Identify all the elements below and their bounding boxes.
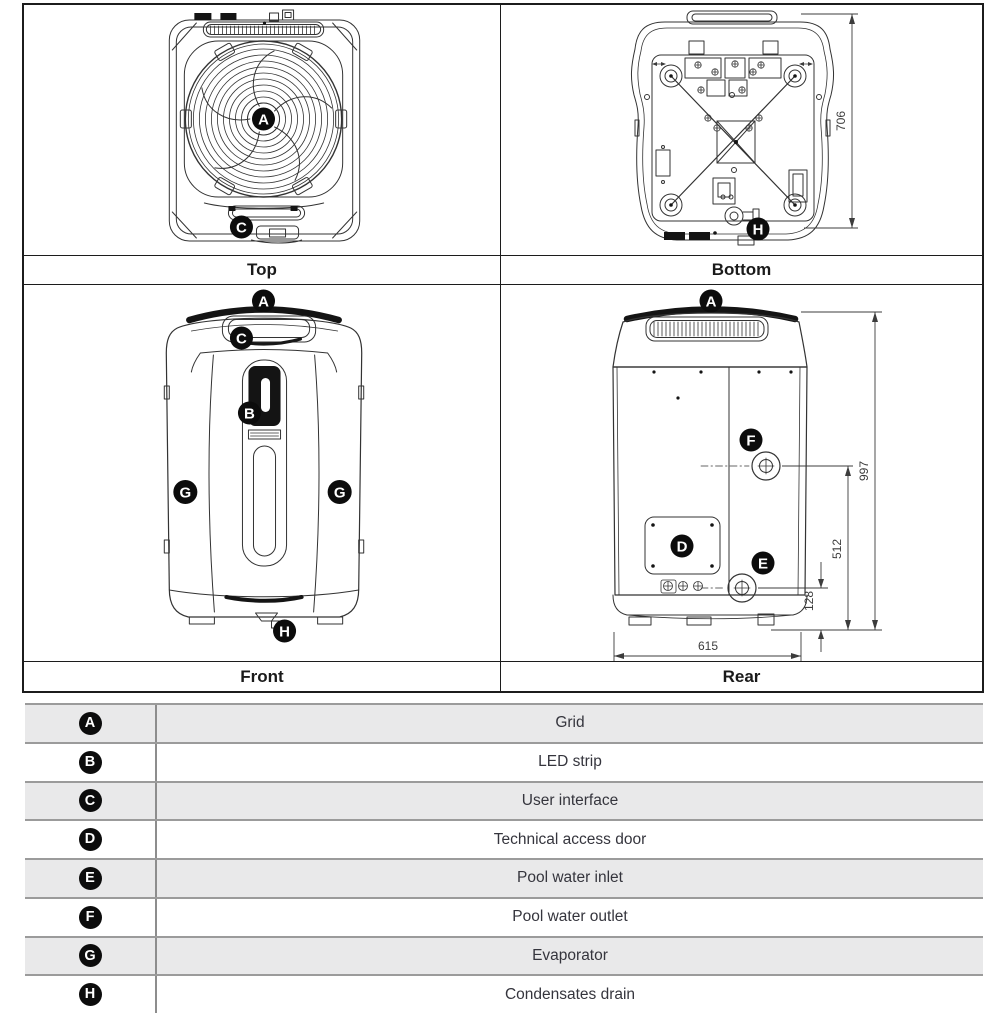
legend-badge-g: G — [79, 944, 102, 967]
legend-row-evaporator — [25, 938, 983, 977]
callout-letter: C — [236, 219, 247, 237]
dimension-height — [771, 312, 882, 630]
callout-letter: F — [746, 432, 756, 450]
legend-label-technical-access-door: Technical access door — [493, 830, 647, 848]
callout-evaporator-left — [173, 480, 197, 504]
caption-rear: Rear — [501, 661, 982, 691]
legend-badge-d: D — [79, 828, 102, 851]
legend-table — [25, 703, 983, 1013]
dimension-height-value: 997 — [857, 460, 871, 482]
caption-bottom: Bottom — [501, 255, 982, 285]
rear-view-cell — [501, 285, 982, 661]
callout-grid-top — [252, 108, 275, 131]
legend-badge-b: B — [79, 751, 102, 774]
front-view-cell — [24, 285, 501, 661]
callout-letter: H — [279, 623, 290, 641]
callout-pool-water-outlet — [740, 429, 763, 452]
caption-front: Front — [24, 661, 501, 691]
legend-badge-f: F — [79, 906, 102, 929]
gland-screws — [661, 580, 703, 593]
legend-row-technical-access-door — [25, 821, 983, 860]
top-view-cell — [24, 5, 501, 255]
callout-user-interface-front — [230, 327, 253, 350]
top-view-drawing — [24, 5, 500, 255]
legend-badge-e: E — [79, 867, 102, 890]
callout-evaporator-right — [328, 480, 352, 504]
callout-condensates-drain-bottom — [747, 218, 770, 241]
legend-row-grid — [25, 705, 983, 744]
legend-badge-c: C — [79, 789, 102, 812]
legend-row-condensates-drain — [25, 976, 983, 1013]
dimension-depth-value: 706 — [834, 110, 848, 132]
legend-label-pool-water-outlet: Pool water outlet — [512, 908, 628, 926]
bottom-view-cell — [501, 5, 982, 255]
callout-letter: H — [752, 221, 764, 239]
callout-letter: G — [333, 484, 346, 502]
callout-led-strip — [238, 402, 261, 425]
bottom-view-drawing — [501, 5, 982, 255]
legend-label-pool-water-inlet: Pool water inlet — [517, 869, 623, 887]
callout-technical-access-door — [671, 535, 694, 558]
callout-letter: A — [258, 111, 269, 129]
views-table — [22, 3, 984, 693]
dimension-inlet-height-value: 128 — [802, 590, 816, 612]
legend-row-led-strip — [25, 744, 983, 783]
legend-label-grid: Grid — [555, 714, 585, 732]
callout-user-interface-top — [230, 216, 253, 239]
dimension-outlet-height — [782, 466, 853, 630]
callout-letter: B — [244, 405, 255, 423]
legend-label-condensates-drain: Condensates drain — [504, 985, 636, 1003]
callout-pool-water-inlet — [752, 552, 775, 575]
pool-water-outlet-fitting — [701, 452, 780, 480]
caption-top: Top — [24, 255, 501, 285]
callout-condensates-drain-front — [273, 620, 296, 643]
legend-label-user-interface: User interface — [521, 791, 619, 809]
callout-letter: C — [236, 330, 247, 348]
dimension-width-value: 615 — [697, 639, 719, 653]
callout-letter: E — [757, 555, 769, 573]
legend-label-evaporator: Evaporator — [532, 946, 608, 964]
dimension-inlet-height — [758, 562, 828, 652]
dimension-outlet-height-value: 512 — [830, 538, 844, 560]
front-view-drawing — [24, 285, 500, 661]
legend-row-pool-water-outlet — [25, 899, 983, 938]
dimension-width — [614, 632, 801, 661]
callout-letter: G — [179, 484, 192, 502]
legend-badge-a: A — [79, 712, 102, 735]
legend-badge-h: H — [79, 983, 102, 1006]
legend-label-led-strip: LED strip — [538, 753, 602, 771]
callout-letter: A — [258, 293, 269, 311]
legend-row-user-interface — [25, 783, 983, 822]
legend-row-pool-water-inlet — [25, 860, 983, 899]
callout-grid-rear — [700, 290, 723, 313]
callout-letter: A — [705, 293, 717, 311]
callout-letter: D — [676, 538, 688, 556]
callout-grid-front — [252, 290, 275, 313]
rear-view-drawing — [501, 285, 982, 661]
